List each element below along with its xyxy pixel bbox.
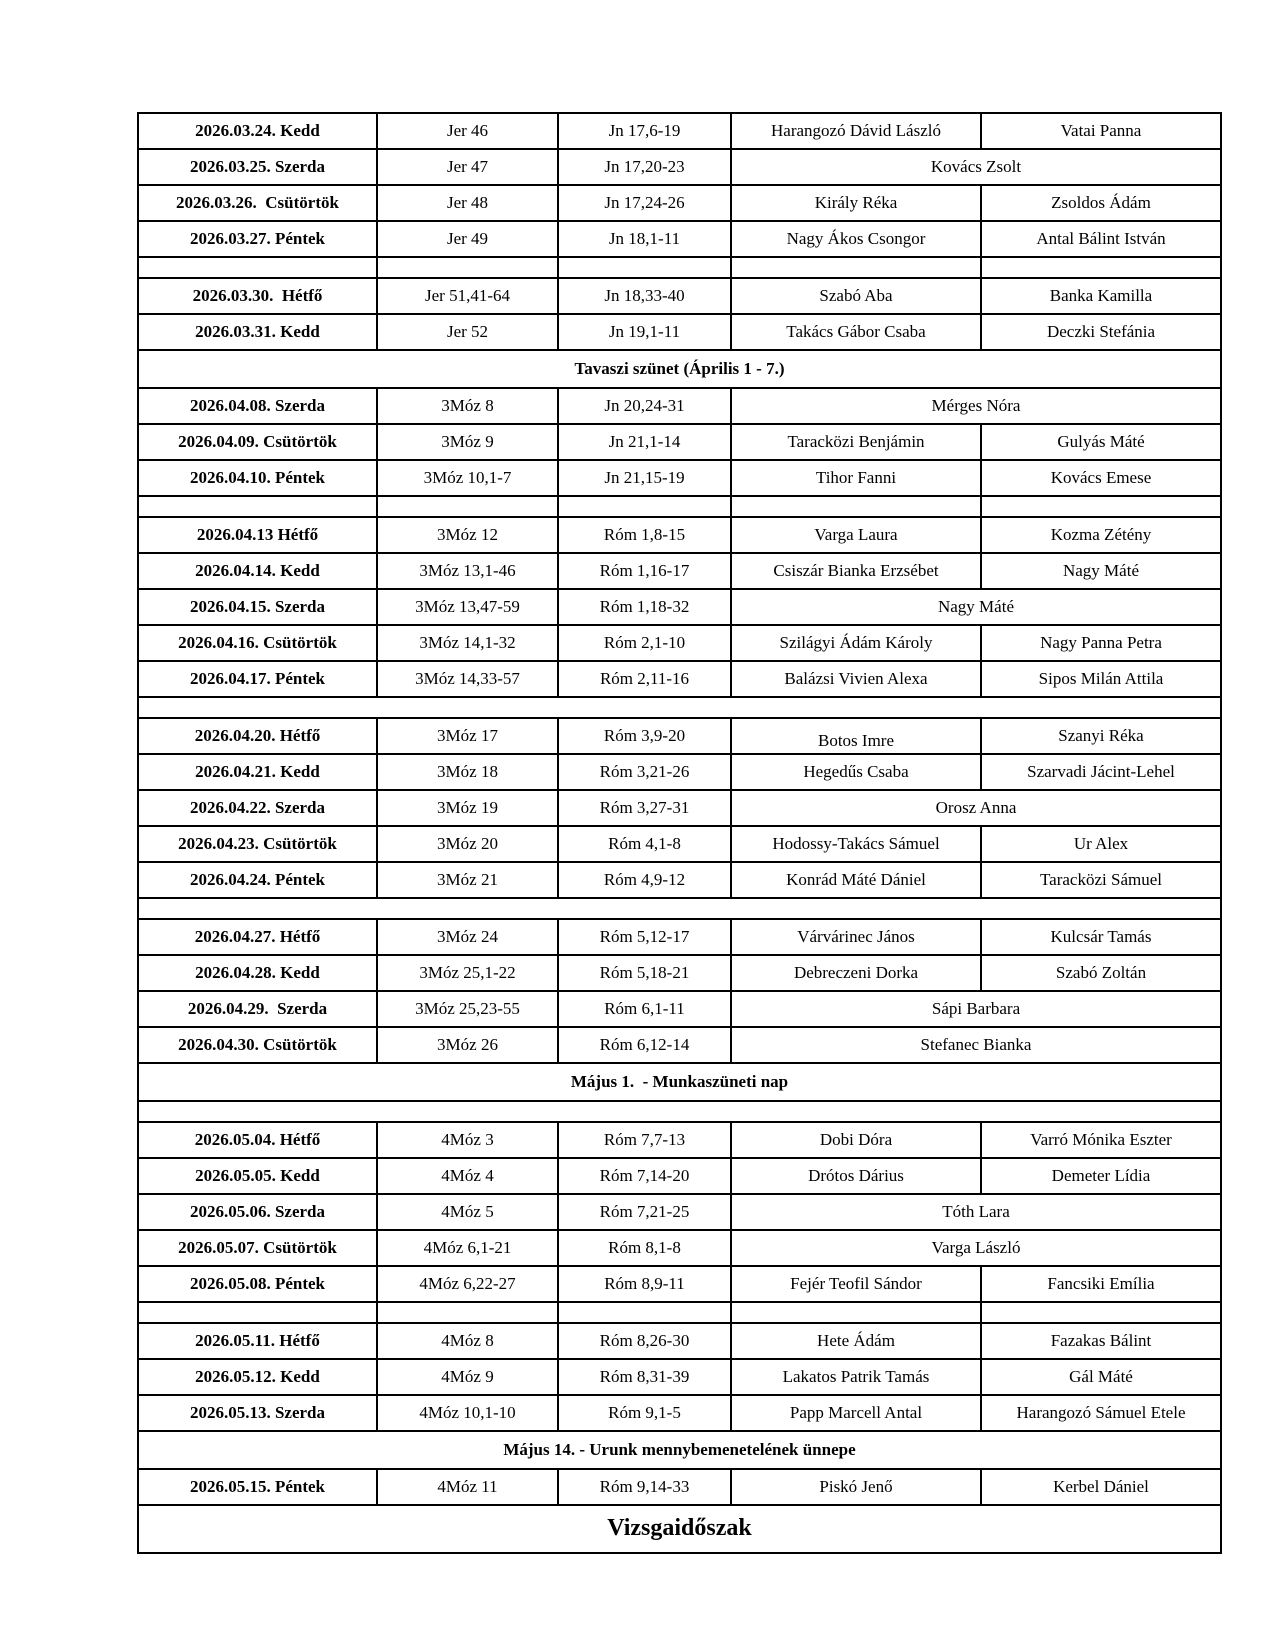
reader2-cell: Deczki Stefánia [981,314,1221,350]
schedule-row [138,388,1221,424]
ot-reading-cell: 4Móz 10,1-10 [377,1395,558,1431]
nt-reading-cell: Jn 21,1-14 [558,424,731,460]
section-row [138,1431,1221,1469]
ot-reading-cell: Jer 46 [377,113,558,149]
schedule-row [138,278,1221,314]
schedule-row [138,661,1221,697]
nt-reading-cell: Róm 8,26-30 [558,1323,731,1359]
date-cell: 2026.05.13. Szerda [138,1395,377,1431]
schedule-row [138,221,1221,257]
date-cell: 2026.05.12. Kedd [138,1359,377,1395]
spacer-row [138,257,1221,278]
ot-reading-cell: 3Móz 25,1-22 [377,955,558,991]
nt-reading-cell: Róm 5,18-21 [558,955,731,991]
empty-reader1-cell [731,496,981,517]
reader2-cell: Antal Bálint István [981,221,1221,257]
date-cell: 2026.03.30. Hétfő [138,278,377,314]
empty-nt-cell [558,496,731,517]
nt-reading-cell: Róm 1,8-15 [558,517,731,553]
schedule-row [138,826,1221,862]
ot-reading-cell: 4Móz 8 [377,1323,558,1359]
ot-reading-cell: 3Móz 14,33-57 [377,661,558,697]
ot-reading-cell: 3Móz 13,1-46 [377,553,558,589]
nt-reading-cell: Róm 9,14-33 [558,1469,731,1505]
schedule-row [138,1122,1221,1158]
nt-reading-cell: Róm 7,14-20 [558,1158,731,1194]
date-cell: 2026.04.14. Kedd [138,553,377,589]
nt-reading-cell: Róm 4,1-8 [558,826,731,862]
reader1-cell: Taracközi Benjámin [731,424,981,460]
date-cell: 2026.04.21. Kedd [138,754,377,790]
schedule-row [138,1323,1221,1359]
empty-reader1-cell [731,1302,981,1323]
schedule-row [138,149,1221,185]
date-cell: 2026.05.05. Kedd [138,1158,377,1194]
reader1-cell: Tihor Fanni [731,460,981,496]
reader2-cell: Kerbel Dániel [981,1469,1221,1505]
schedule-row [138,589,1221,625]
nt-reading-cell: Jn 18,33-40 [558,278,731,314]
date-cell: 2026.04.22. Szerda [138,790,377,826]
ot-reading-cell: 3Móz 14,1-32 [377,625,558,661]
ot-reading-cell: 3Móz 26 [377,1027,558,1063]
ot-reading-cell: 3Móz 9 [377,424,558,460]
date-cell: 2026.05.07. Csütörtök [138,1230,377,1266]
ot-reading-cell: Jer 47 [377,149,558,185]
date-cell: 2026.03.24. Kedd [138,113,377,149]
nt-reading-cell: Róm 8,31-39 [558,1359,731,1395]
reader2-cell: Sipos Milán Attila [981,661,1221,697]
reader1-cell: Harangozó Dávid László [731,113,981,149]
ot-reading-cell: 3Móz 10,1-7 [377,460,558,496]
nt-reading-cell: Jn 21,15-19 [558,460,731,496]
ot-reading-cell: 3Móz 8 [377,388,558,424]
reader1-cell: Dobi Dóra [731,1122,981,1158]
schedule-row [138,790,1221,826]
empty-ot-cell [377,1302,558,1323]
spacer-row [138,898,1221,919]
ot-reading-cell: 3Móz 12 [377,517,558,553]
schedule-row [138,1266,1221,1302]
merged-reader-cell: Nagy Máté [731,589,1221,625]
date-cell: 2026.03.27. Péntek [138,221,377,257]
nt-reading-cell: Róm 3,9-20 [558,718,731,754]
reader2-cell: Gál Máté [981,1359,1221,1395]
ot-reading-cell: Jer 48 [377,185,558,221]
schedule-row [138,1395,1221,1431]
merged-reader-cell: Mérges Nóra [731,388,1221,424]
merged-reader-cell: Stefanec Bianka [731,1027,1221,1063]
schedule-row [138,1158,1221,1194]
reader2-cell: Gulyás Máté [981,424,1221,460]
empty-reader2-cell [981,496,1221,517]
ot-reading-cell: Jer 49 [377,221,558,257]
date-cell: 2026.05.15. Péntek [138,1469,377,1505]
reading-schedule-table [137,112,1222,1554]
reader1-cell: Varga Laura [731,517,981,553]
reader1-cell [731,718,981,754]
reader1-cell: Takács Gábor Csaba [731,314,981,350]
ot-reading-cell: 4Móz 3 [377,1122,558,1158]
date-cell: 2026.04.30. Csütörtök [138,1027,377,1063]
ot-reading-cell: 4Móz 4 [377,1158,558,1194]
ot-reading-cell: 3Móz 17 [377,718,558,754]
reader2-cell: Ur Alex [981,826,1221,862]
empty-date-cell [138,1302,377,1323]
empty-nt-cell [558,1302,731,1323]
reader1-cell: Piskó Jenő [731,1469,981,1505]
date-cell: 2026.05.06. Szerda [138,1194,377,1230]
ot-reading-cell: 4Móz 9 [377,1359,558,1395]
ot-reading-cell: Jer 52 [377,314,558,350]
empty-ot-cell [377,257,558,278]
schedule-row [138,1359,1221,1395]
merged-reader-cell: Tóth Lara [731,1194,1221,1230]
schedule-row [138,1027,1221,1063]
schedule-row [138,314,1221,350]
schedule-row [138,113,1221,149]
date-cell: 2026.05.08. Péntek [138,1266,377,1302]
nt-reading-cell: Róm 8,1-8 [558,1230,731,1266]
nt-reading-cell: Róm 7,21-25 [558,1194,731,1230]
schedule-row [138,1230,1221,1266]
empty-nt-cell [558,257,731,278]
schedule-row [138,1469,1221,1505]
reader1-cell: Konrád Máté Dániel [731,862,981,898]
reader1-cell: Szabó Aba [731,278,981,314]
ot-reading-cell: 3Móz 13,47-59 [377,589,558,625]
nt-reading-cell: Róm 1,16-17 [558,553,731,589]
nt-reading-cell: Róm 3,21-26 [558,754,731,790]
date-cell: 2026.03.31. Kedd [138,314,377,350]
reader1-cell: Papp Marcell Antal [731,1395,981,1431]
reader2-cell: Taracközi Sámuel [981,862,1221,898]
merged-reader-cell: Kovács Zsolt [731,149,1221,185]
date-cell: 2026.03.25. Szerda [138,149,377,185]
nt-reading-cell: Róm 5,12-17 [558,919,731,955]
nt-reading-cell: Jn 18,1-11 [558,221,731,257]
date-cell: 2026.04.28. Kedd [138,955,377,991]
reader2-cell: Zsoldos Ádám [981,185,1221,221]
date-cell: 2026.04.17. Péntek [138,661,377,697]
nt-reading-cell: Jn 20,24-31 [558,388,731,424]
spacer-row [138,1101,1221,1122]
schedule-row [138,718,1221,754]
schedule-row [138,625,1221,661]
empty-reader1-cell [731,257,981,278]
schedule-row [138,754,1221,790]
empty-row-cell [138,898,1221,919]
reader2-cell: Szanyi Réka [981,718,1221,754]
date-cell: 2026.04.15. Szerda [138,589,377,625]
merged-reader-cell: Varga László [731,1230,1221,1266]
ot-reading-cell: 3Móz 25,23-55 [377,991,558,1027]
reader1-cell: Debreczeni Dorka [731,955,981,991]
schedule-row [138,424,1221,460]
reader2-cell: Nagy Máté [981,553,1221,589]
reader2-cell: Banka Kamilla [981,278,1221,314]
empty-ot-cell [377,496,558,517]
reader1-cell: Hegedűs Csaba [731,754,981,790]
nt-reading-cell: Róm 8,9-11 [558,1266,731,1302]
ot-reading-cell: 4Móz 5 [377,1194,558,1230]
reader1-cell: Szilágyi Ádám Károly [731,625,981,661]
reader1-cell: Király Réka [731,185,981,221]
section-title: Május 1. - Munkaszüneti nap [138,1063,1221,1101]
section-title: Vizsgaidőszak [138,1505,1221,1553]
date-cell: 2026.04.24. Péntek [138,862,377,898]
spacer-row [138,697,1221,718]
reader1-cell-text: Botos Imre [817,731,895,751]
schedule-row [138,1194,1221,1230]
reader1-cell: Fejér Teofil Sándor [731,1266,981,1302]
date-cell: 2026.04.16. Csütörtök [138,625,377,661]
schedule-row [138,862,1221,898]
ot-reading-cell: 3Móz 21 [377,862,558,898]
schedule-row [138,991,1221,1027]
date-cell: 2026.04.29. Szerda [138,991,377,1027]
date-cell: 2026.03.26. Csütörtök [138,185,377,221]
schedule-row [138,553,1221,589]
empty-reader2-cell [981,257,1221,278]
reader1-cell: Hodossy-Takács Sámuel [731,826,981,862]
schedule-row [138,185,1221,221]
section-row [138,1063,1221,1101]
ot-reading-cell: 3Móz 20 [377,826,558,862]
date-cell: 2026.04.10. Péntek [138,460,377,496]
reader2-cell: Demeter Lídia [981,1158,1221,1194]
nt-reading-cell: Jn 17,24-26 [558,185,731,221]
empty-date-cell [138,496,377,517]
reader2-cell: Nagy Panna Petra [981,625,1221,661]
nt-reading-cell: Róm 4,9-12 [558,862,731,898]
ot-reading-cell: 4Móz 11 [377,1469,558,1505]
empty-row-cell [138,697,1221,718]
date-cell: 2026.04.08. Szerda [138,388,377,424]
ot-reading-cell: 4Móz 6,22-27 [377,1266,558,1302]
reader2-cell: Kulcsár Tamás [981,919,1221,955]
reader2-cell: Kovács Emese [981,460,1221,496]
nt-reading-cell: Róm 6,1-11 [558,991,731,1027]
reader1-cell: Várvárinec János [731,919,981,955]
schedule-row [138,460,1221,496]
reader2-cell: Varró Mónika Eszter [981,1122,1221,1158]
nt-reading-cell: Jn 19,1-11 [558,314,731,350]
reader1-cell: Hete Ádám [731,1323,981,1359]
date-cell: 2026.04.13 Hétfő [138,517,377,553]
nt-reading-cell: Róm 3,27-31 [558,790,731,826]
nt-reading-cell: Róm 7,7-13 [558,1122,731,1158]
ot-reading-cell: 4Móz 6,1-21 [377,1230,558,1266]
date-cell: 2026.04.09. Csütörtök [138,424,377,460]
date-cell: 2026.04.27. Hétfő [138,919,377,955]
ot-reading-cell: 3Móz 19 [377,790,558,826]
nt-reading-cell: Róm 1,18-32 [558,589,731,625]
section-row [138,350,1221,388]
empty-row-cell [138,1101,1221,1122]
reader1-cell: Balázsi Vivien Alexa [731,661,981,697]
date-cell: 2026.04.23. Csütörtök [138,826,377,862]
nt-reading-cell: Jn 17,20-23 [558,149,731,185]
ot-reading-cell: 3Móz 24 [377,919,558,955]
reader2-cell: Szarvadi Jácint-Lehel [981,754,1221,790]
spacer-row [138,496,1221,517]
reader1-cell: Nagy Ákos Csongor [731,221,981,257]
nt-reading-cell: Jn 17,6-19 [558,113,731,149]
empty-reader2-cell [981,1302,1221,1323]
reader1-cell: Csiszár Bianka Erzsébet [731,553,981,589]
reader2-cell: Kozma Zétény [981,517,1221,553]
reader1-cell: Drótos Dárius [731,1158,981,1194]
merged-reader-cell: Sápi Barbara [731,991,1221,1027]
ot-reading-cell: Jer 51,41-64 [377,278,558,314]
section-row [138,1505,1221,1553]
reader2-cell: Fancsiki Emília [981,1266,1221,1302]
empty-date-cell [138,257,377,278]
section-title: Május 14. - Urunk mennybemenetelének ünnepe [138,1431,1221,1469]
schedule-body [138,113,1221,1553]
schedule-row [138,919,1221,955]
merged-reader-cell: Orosz Anna [731,790,1221,826]
reader1-cell: Lakatos Patrik Tamás [731,1359,981,1395]
spacer-row [138,1302,1221,1323]
nt-reading-cell: Róm 9,1-5 [558,1395,731,1431]
date-cell: 2026.05.11. Hétfő [138,1323,377,1359]
nt-reading-cell: Róm 2,1-10 [558,625,731,661]
reader2-cell: Szabó Zoltán [981,955,1221,991]
date-cell: 2026.05.04. Hétfő [138,1122,377,1158]
schedule-row [138,955,1221,991]
nt-reading-cell: Róm 2,11-16 [558,661,731,697]
reader2-cell: Fazakas Bálint [981,1323,1221,1359]
nt-reading-cell: Róm 6,12-14 [558,1027,731,1063]
reader2-cell: Vatai Panna [981,113,1221,149]
ot-reading-cell: 3Móz 18 [377,754,558,790]
schedule-row [138,517,1221,553]
date-cell: 2026.04.20. Hétfő [138,718,377,754]
section-title: Tavaszi szünet (Április 1 - 7.) [138,350,1221,388]
reader2-cell: Harangozó Sámuel Etele [981,1395,1221,1431]
